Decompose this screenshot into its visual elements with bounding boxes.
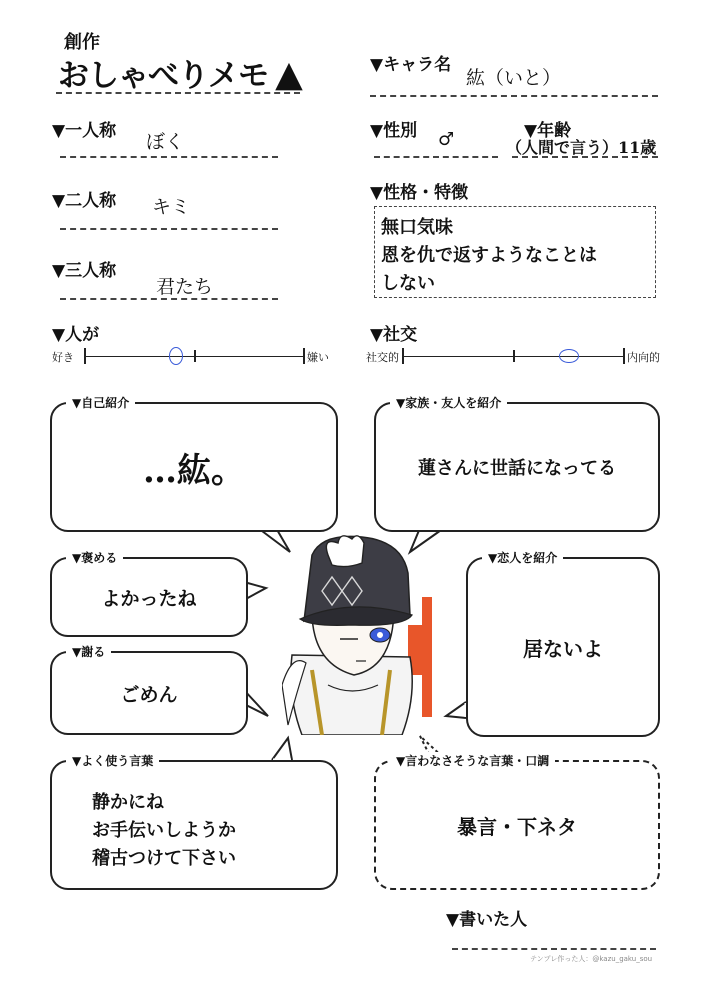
gender-label: ▼性別 (370, 121, 418, 141)
lover-bubble (466, 551, 660, 737)
never-bubble-text: 暴言・下ネタ (457, 814, 577, 839)
author-line (452, 948, 656, 950)
second-person-label: ▼二人称 (52, 191, 117, 211)
often-bubble (50, 754, 338, 890)
second-person-value: キミ (152, 196, 191, 218)
family-bubble-title: ▼家族・友人を紹介 (390, 394, 507, 411)
personality-line: 無口気味 (381, 217, 453, 238)
apology-bubble (50, 645, 248, 735)
apology-bubble-title: ▼謝る (66, 643, 111, 660)
gender-value: ♂ (438, 129, 455, 150)
first-person-value: ぼく (146, 131, 185, 153)
never-bubble-title: ▼言わなさそうな言葉・口調 (390, 752, 555, 769)
third-person-value: 君たち (156, 276, 214, 298)
family-bubble (374, 396, 660, 532)
people-label: ▼人が (52, 325, 100, 345)
triangle-icon: ▲ (275, 54, 303, 95)
author-label: ▼書いた人 (446, 910, 528, 930)
often-line: お手伝いしようか (92, 820, 236, 841)
family-bubble-text: 蓮さんに世話になってる (418, 458, 616, 479)
never-bubble (374, 754, 660, 890)
social-right-label: 内向的 (627, 351, 660, 364)
apology-bubble-text: ごめん (120, 683, 178, 706)
character-illustration (282, 535, 432, 735)
people-left-label: 好き (52, 351, 74, 364)
age-label: ▼年齢 (524, 121, 572, 141)
first-person-label: ▼一人称 (52, 121, 117, 141)
often-line: 静かにね (92, 792, 164, 813)
praise-bubble-title: ▼褒める (66, 549, 123, 566)
char-name-value: 紘（いと） (466, 67, 562, 89)
header-subtitle: 創作 (64, 32, 100, 53)
personality-label: ▼性格・特徴 (370, 183, 469, 203)
personality-line: しない (381, 273, 435, 294)
template-credit: テンプレ作った人：@kazu_gaku_sou (530, 955, 653, 963)
lover-bubble-text: 居ないよ (523, 636, 603, 661)
intro-bubble-title: ▼自己紹介 (66, 394, 135, 411)
intro-bubble (50, 396, 338, 532)
social-left-label: 社交的 (366, 351, 399, 364)
lover-bubble-title: ▼恋人を紹介 (482, 549, 563, 566)
praise-bubble-text: よかったね (101, 587, 197, 610)
social-label: ▼社交 (370, 325, 418, 345)
people-right-label: 嫌い (307, 351, 329, 364)
praise-bubble (50, 551, 248, 637)
intro-bubble-text: …紘。 (143, 450, 245, 491)
age-value: （人間で言う）11歳 (506, 138, 657, 157)
personality-line: 恩を仇で返すようなことは (381, 245, 597, 266)
third-person-label: ▼三人称 (52, 261, 117, 281)
often-bubble-title: ▼よく使う言葉 (66, 752, 159, 769)
often-line: 稽古つけて下さい (92, 848, 236, 869)
char-name-label: ▼キャラ名 (370, 55, 452, 75)
page-title-text: おしゃべりメモ (58, 58, 268, 94)
